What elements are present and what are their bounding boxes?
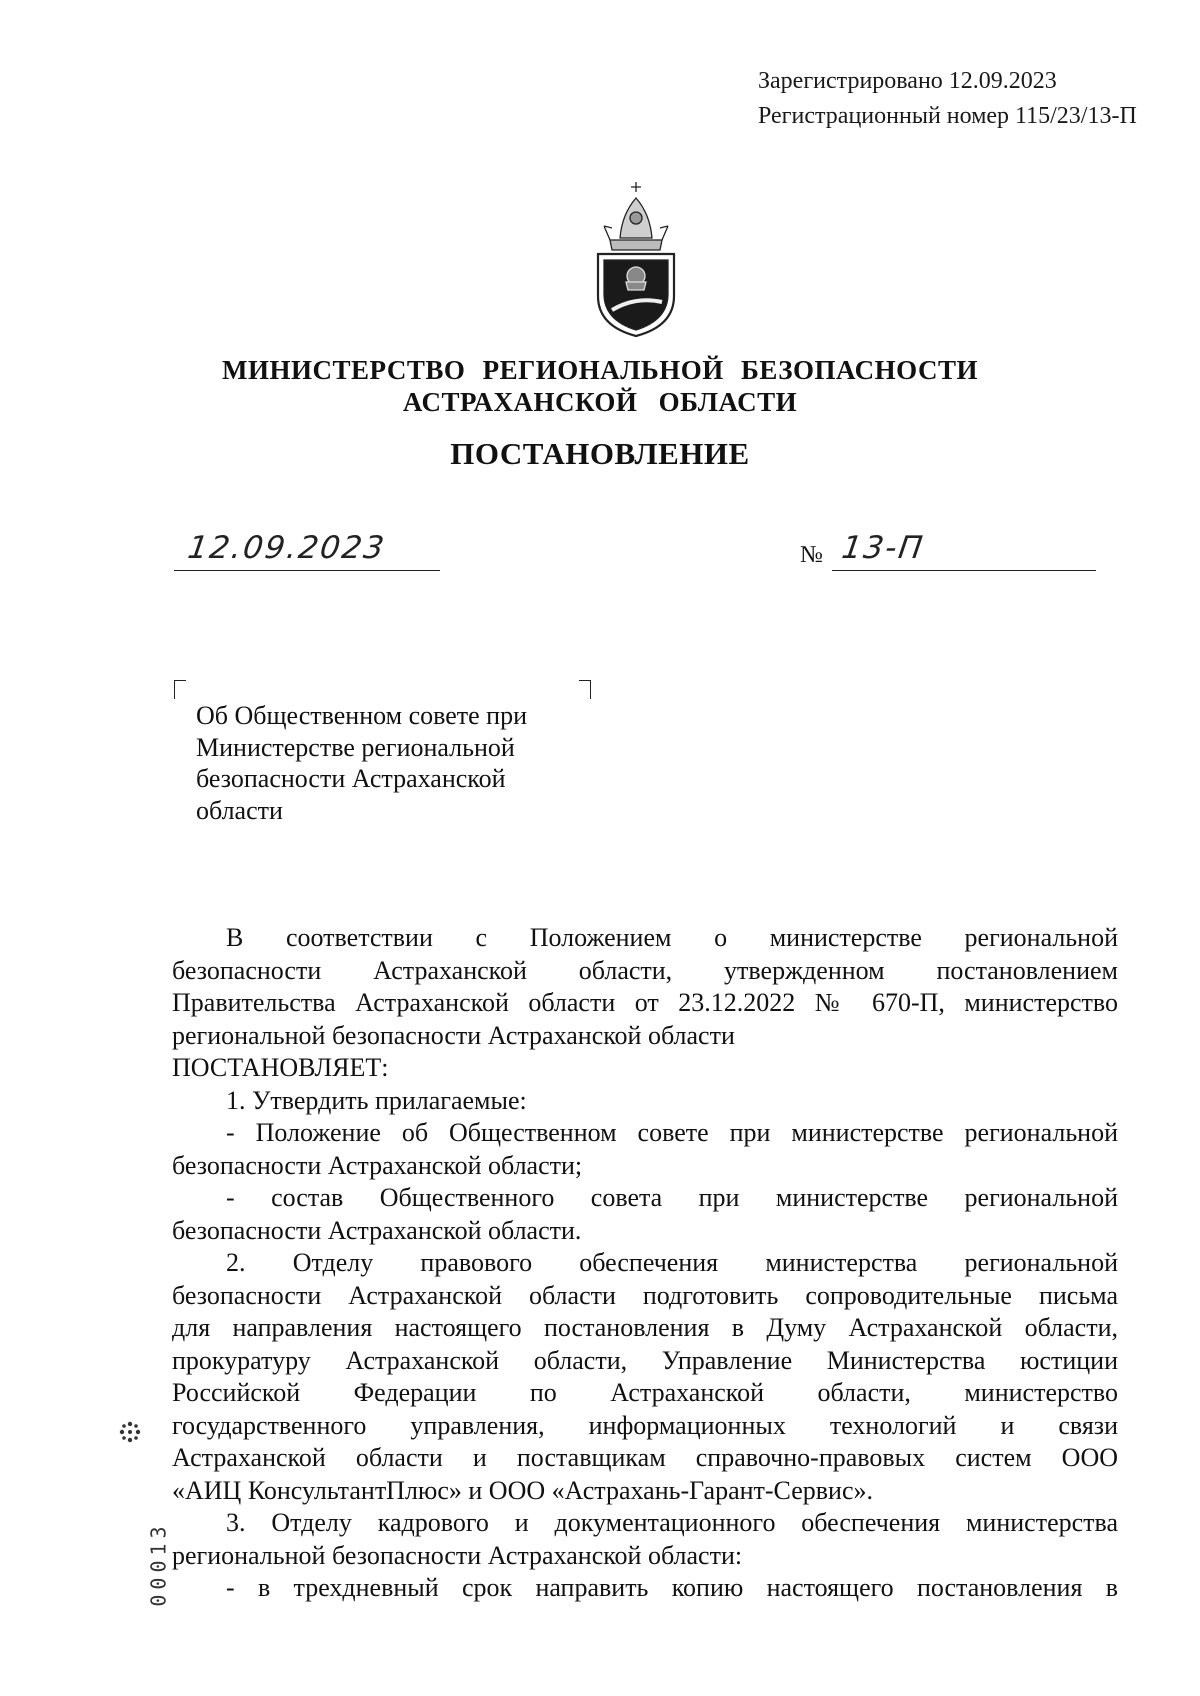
document-subject [196, 700, 576, 826]
registration-stamp [758, 64, 1137, 134]
body-line: - Положение об Общественном совете при министерстве региональной [226, 1118, 1118, 1147]
subject-bracket-left [174, 680, 186, 699]
ministry-title [0, 354, 1200, 418]
subject-line: области [196, 795, 283, 825]
document-date-field [174, 530, 440, 571]
registration-date: Зарегистрировано 12.09.2023 [758, 68, 1057, 94]
body-line: государственного управления, информационных технологий и связи [172, 1410, 1118, 1440]
body-line: для направления настоящего постановления в Думу Астраханской области, [172, 1313, 1118, 1342]
body-line: Российской Федерации по Астраханской области, министерство [172, 1378, 1118, 1407]
ornament-mark-icon [118, 1420, 142, 1444]
body-line: региональной безопасности Астраханской области [172, 1020, 735, 1050]
body-line: 2. Отделу правового обеспечения министерства региональной [226, 1248, 1118, 1277]
body-line: безопасности Астраханской области, утвержденном постановлением [172, 955, 1118, 985]
document-date-handwritten: 12.09.2023 [185, 530, 389, 566]
body-line: - в трехдневный срок направить копию настоящего постановления в [226, 1573, 1118, 1602]
document-type-title: ПОСТАНОВЛЕНИЕ [450, 436, 750, 471]
astrakhan-coat-of-arms-icon [590, 178, 682, 340]
subject-bracket-right [579, 680, 591, 699]
subject-line: безопасности Астраханской [196, 764, 506, 793]
registration-number: Регистрационный номер 115/23/13-П [758, 103, 1137, 129]
subject-line: Об Общественном совете при [196, 701, 528, 730]
margin-serial-number: 00013 [146, 1521, 171, 1607]
body-line: - состав Общественного совета при министерстве региональной [226, 1183, 1118, 1212]
body-line: прокуратуру Астраханской области, Управление Министерства юстиции [172, 1345, 1118, 1375]
body-line: Астраханской области и поставщикам справочно-правовых систем ООО [172, 1443, 1118, 1472]
document-number-field [832, 530, 1096, 571]
resolves-heading: ПОСТАНОВЛЯЕТ: [172, 1053, 389, 1082]
body-line: региональной безопасности Астраханской области: [172, 1540, 743, 1570]
ministry-title-line2: АСТРАХАНСКОЙ ОБЛАСТИ [402, 387, 798, 417]
body-line: Правительства Астраханской области от 23.12.2022 № 670-П, министерство [172, 988, 1118, 1017]
body-line: «АИЦ КонсультантПлюс» и ООО «Астрахань-Гарант-Сервис». [172, 1475, 873, 1505]
body-line: 3. Отделу кадрового и документационного обеспечения министерства [226, 1508, 1118, 1537]
body-line: безопасности Астраханской области. [172, 1215, 582, 1245]
body-line: безопасности Астраханской области подготовить сопроводительные письма [172, 1280, 1118, 1310]
subject-line: Министерстве региональной [196, 732, 515, 762]
document-body [172, 922, 1118, 1605]
document-number-handwritten: 13-П [839, 530, 927, 566]
body-line: 1. Утвердить прилагаемые: [226, 1085, 527, 1115]
body-line: безопасности Астраханской области; [172, 1150, 583, 1180]
body-line: В соответствии с Положением о министерстве региональной [226, 923, 1118, 952]
number-sign: № [800, 542, 823, 568]
ministry-title-line1: МИНИСТЕРСТВО РЕГИОНАЛЬНОЙ БЕЗОПАСНОСТИ [222, 355, 978, 385]
